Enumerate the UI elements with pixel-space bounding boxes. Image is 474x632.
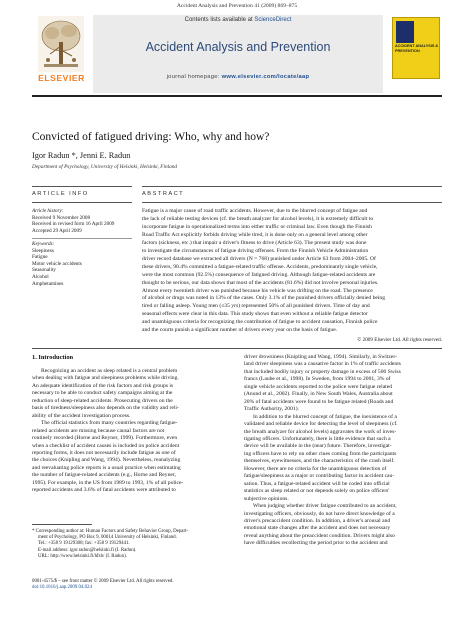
- cover-emblem: [396, 21, 414, 43]
- info-rule-mid: [32, 202, 132, 203]
- footnote-line: E-mail address: igor.radun@helsinki.fi (I. Radun).: [38, 547, 137, 553]
- publisher-name: ELSEVIER: [38, 73, 85, 83]
- article-title: Convicted of fatigued driving: Who, why and how?: [32, 131, 270, 143]
- abstract-line: the lack of reliable testing devices (cf. the breath analyzer for alcohol levels), it is extremely difficult to: [142, 215, 374, 222]
- abstract-line: were the most common (92.5%) consequence of fatigued driving. Although fatigue-related accidents are: [142, 271, 376, 278]
- text-line: that included bodily injury or property damage in excess of 500 Swiss: [244, 368, 401, 375]
- abstract-line: Almost every twentieth driver was punished because his vehicle was drifting on the road. The presence: [142, 287, 373, 294]
- history-line: Received in revised form 16 April 2009: [32, 221, 115, 228]
- text-line: The official statistics from many countries regarding fatigue-: [41, 420, 178, 427]
- text-line: single vehicle accidents reported to the police were fatigue related: [244, 383, 393, 390]
- text-line: and reevaluating police reports is a usual practice when estimating: [32, 464, 181, 471]
- footnote-line: Tel.: +358 9 19129308; fax: +358 9 19129441.: [38, 541, 130, 547]
- text-line: reveal anything about the preaccident condition. Drivers might also: [244, 532, 395, 539]
- intro-left-column: [32, 368, 232, 495]
- abstract-line: to investigate the circumstances of fatigue driving offenses. From the Finnish Vehicle Administration: [142, 247, 369, 254]
- abstract-line: and unambiguous criteria for recognizing the contribution of fatigue to accident causation, Finnish police: [142, 319, 378, 326]
- intro-right-column: [244, 354, 442, 548]
- text-line: When judging whether driver fatigue contributed to an accident,: [253, 503, 397, 510]
- abstract-line: tired or falling asleep. Young men (≤35 yrs) represented 50% of all punished drivers. Time of day and: [142, 303, 370, 310]
- history-line: Accepted 29 April 2009: [32, 227, 82, 234]
- keyword-item: Seasonality: [32, 267, 56, 274]
- keyword-item: Sleepiness: [32, 247, 54, 254]
- cover-title: ACCIDENT ANALYSIS & PREVENTION: [395, 44, 439, 53]
- text-line: Traffic Authority, 2001).: [244, 406, 299, 413]
- elsevier-tree-icon: [38, 16, 84, 72]
- text-line: However, there are no criteria for the unambiguous detection of: [244, 465, 387, 472]
- copyright: © 2009 Elsevier Ltd. All rights reserved.: [357, 337, 442, 343]
- contents-line: [93, 17, 383, 23]
- paragraph: [244, 503, 442, 548]
- text-line: statistics as sleep related or not depends solely on police officers': [244, 488, 390, 495]
- footnote-line: URL: http://www.helsinki.fi/hfsb/ (I. Radun).: [38, 553, 127, 559]
- text-line: reporting forms, it does not necessarily include fatigue as one of: [32, 449, 176, 456]
- text-line: land driver sleepiness was a causative factor in 1% of traffic accidents: [244, 361, 401, 368]
- abstract-line: thought to be serious, our data shows that most of the accidents (81.6%) did not involve personal injuries.: [142, 279, 379, 286]
- text-line: emotional state changes after the accident and does not necessary: [244, 525, 391, 532]
- authors: Igor Radun *, Jenni E. Radun: [32, 151, 131, 160]
- footnote: [32, 529, 232, 560]
- section-heading: 1. Introduction: [32, 354, 74, 361]
- text-line: when dealing with fatigue and sleepiness problems while driving.: [32, 375, 179, 382]
- paragraph: [32, 420, 232, 495]
- article-info-heading: ARTICLE INFO: [32, 191, 89, 197]
- text-line: reduction of sleep-related accidents. Prosecuting drivers on the: [32, 397, 173, 404]
- doi-link[interactable]: doi:10.1016/j.aap.2009.04.024: [32, 585, 92, 591]
- text-line: routinely recorded (Horne and Reyner, 1999). Furthermore, even: [32, 435, 178, 442]
- abstract-line: Fatigue is a major cause of road traffic accidents. However, due to the blurred concept of fatigue and: [142, 208, 368, 214]
- info-rule-top: [32, 186, 132, 187]
- keyword-item: Amphetamines: [32, 280, 64, 287]
- text-line: have difficulties recollecting the period prior to the accident and: [244, 540, 388, 547]
- contents-prefix: Contents lists available at: [184, 17, 255, 23]
- text-line: (Anund et al., 2002). Finally, in New South Wales, Australia about: [244, 391, 393, 398]
- keywords: [32, 241, 132, 287]
- history-line: Received 9 November 2008: [32, 214, 91, 221]
- keyword-item: Fatigue: [32, 254, 48, 261]
- keyword-item: Alcohol: [32, 273, 49, 280]
- abstract-line: driver record database we extracted all drivers (N = 768) punished under Article 63 from 2004–2005. Of: [142, 255, 376, 262]
- text-line: related accidents are missing because causal factors are not: [32, 427, 165, 434]
- text-line: 20% of fatal accidents were found to be fatigue related (Roads and: [244, 398, 394, 405]
- paragraph: [32, 368, 232, 420]
- header-rule: [32, 95, 442, 97]
- abstract-body: [142, 208, 442, 335]
- abstract-line: of alcohol or drugs was noted in 13% of the cases. Only 3.1% of the punished drivers officially denied being: [142, 295, 386, 302]
- text-line: the number of fatigue-related accidents (e.g., Horne and Reyner,: [32, 472, 176, 479]
- text-line: themselves, eyewitnesses, and the characteristics of the crash itself.: [244, 458, 395, 465]
- abstract-line: these drivers, 90.4% committed a fatigue-related traffic offense. Accidents, predominantly single vehicle,: [142, 263, 378, 270]
- text-line: An adequate identification of the risk factors and risk groups is: [32, 382, 174, 389]
- history-label: Article history:: [32, 208, 64, 214]
- text-line: subjective opinions.: [244, 495, 289, 502]
- footnote-line: * Corresponding author at: Human Factors and Safety Behavior Group, Depart-: [32, 529, 189, 534]
- text-line: driver drowsiness (Knipling and Wang, 1994). Similarly, in Switzer-: [244, 354, 397, 360]
- journal-banner: [93, 15, 383, 93]
- text-line: necessary to be able to conduct safety campaigns aiming at the: [32, 390, 173, 397]
- article-history: [32, 208, 132, 234]
- text-line: tigating officers. Unfortunately, there is little evidence that such a: [244, 435, 391, 442]
- homepage-link[interactable]: www.elsevier.com/locate/aap: [221, 74, 310, 80]
- text-line: driver's precaccident condition. In addition, a driver's arousal and: [244, 517, 391, 524]
- abstract-line: Road Traffic Act explicitly forbids driving while tired, it is done only on a general level among other: [142, 231, 368, 238]
- keyword-item: Motor vehicle accidents: [32, 260, 82, 267]
- text-line: validated and reliable device for detecting the level of sleepiness (cf.: [244, 421, 398, 428]
- issn-block: [32, 579, 252, 592]
- abstract-line: seasonal effects were clear in this data. This study shows that even without a reliable fatigue detector: [142, 311, 368, 318]
- abstract-heading: ABSTRACT: [142, 191, 185, 197]
- sciencedirect-link[interactable]: ScienceDirect: [254, 17, 292, 23]
- journal-homepage: [93, 74, 383, 80]
- text-line: reported accidents and 3.6% of fatal accidents were attributed to: [32, 487, 176, 494]
- footnote-line: ment of Psychology, PO Box 9, 00014 University of Helsinki, Finland.: [38, 535, 177, 541]
- footnote-rule: [32, 524, 92, 525]
- text-line: device will be available in the (near) future. Therefore, investigat-: [244, 443, 392, 450]
- text-line: investigating officers, obviously, do not have direct knowledge of a: [244, 510, 395, 517]
- abstract-line: factors (sickness, etc.) that impair a driver's fitness to drive (Article 63). The present study was done: [142, 239, 367, 246]
- affiliation: Department of Psychology, University of Helsinki, Helsinki, Finland: [32, 164, 178, 170]
- text-line: the choices (Knipling and Wang, 1994). Nevertheless, reanalyzing: [32, 457, 181, 464]
- running-head: Accident Analysis and Prevention 41 (2009) 869–875: [176, 3, 298, 9]
- keywords-label: Keywords:: [32, 241, 55, 247]
- text-line: basis of tiredness/sleepiness also depends on the validity and reli-: [32, 405, 179, 412]
- abstract-rule-bottom: [32, 348, 442, 349]
- paragraph: [244, 414, 442, 503]
- abstract-rule-mid: [142, 202, 442, 203]
- text-line: francs (Laube et al., 1998). In Sweden, from 1994 to 2001, 3% of: [244, 376, 391, 383]
- abstract-rule-top: [142, 186, 442, 187]
- text-line: 1995). For example, in the US from 1989 to 1993, 1% of all police-: [32, 479, 184, 486]
- issn-line: 0001-4575/$ – see front matter © 2009 Elsevier Ltd. All rights reserved.: [32, 579, 174, 584]
- homepage-prefix: journal homepage:: [166, 74, 222, 80]
- abstract-line: and the courts punish a significant number of drivers every year on the basis of fatigue.: [142, 327, 338, 334]
- journal-title: Accident Analysis and Prevention: [145, 40, 331, 54]
- text-line: ability of the accident investigation process.: [32, 412, 131, 419]
- text-line: fatigue/sleepiness as a major or contributing factor in accident cau-: [244, 473, 395, 480]
- text-line: ing officers have to rely on other clues coming from the participants: [244, 450, 397, 457]
- abstract-line: incorporate fatigue in operationalized terms into either traffic or criminal law. Even though the Finnish: [142, 223, 372, 230]
- text-line: In addition to the blurred concept of fatigue, the inexistence of a: [253, 413, 397, 420]
- text-line: Recognizing an accident as sleep related is a central problem: [41, 368, 178, 374]
- paragraph: [244, 354, 442, 414]
- text-line: when a checklist of accident causes is included on police accident: [32, 442, 180, 449]
- text-line: sation. Thus, a fatigue-related accident will be coded into official: [244, 480, 390, 487]
- text-line: the breath analyzer for alcohol levels) aggravates the work of inves-: [244, 428, 397, 435]
